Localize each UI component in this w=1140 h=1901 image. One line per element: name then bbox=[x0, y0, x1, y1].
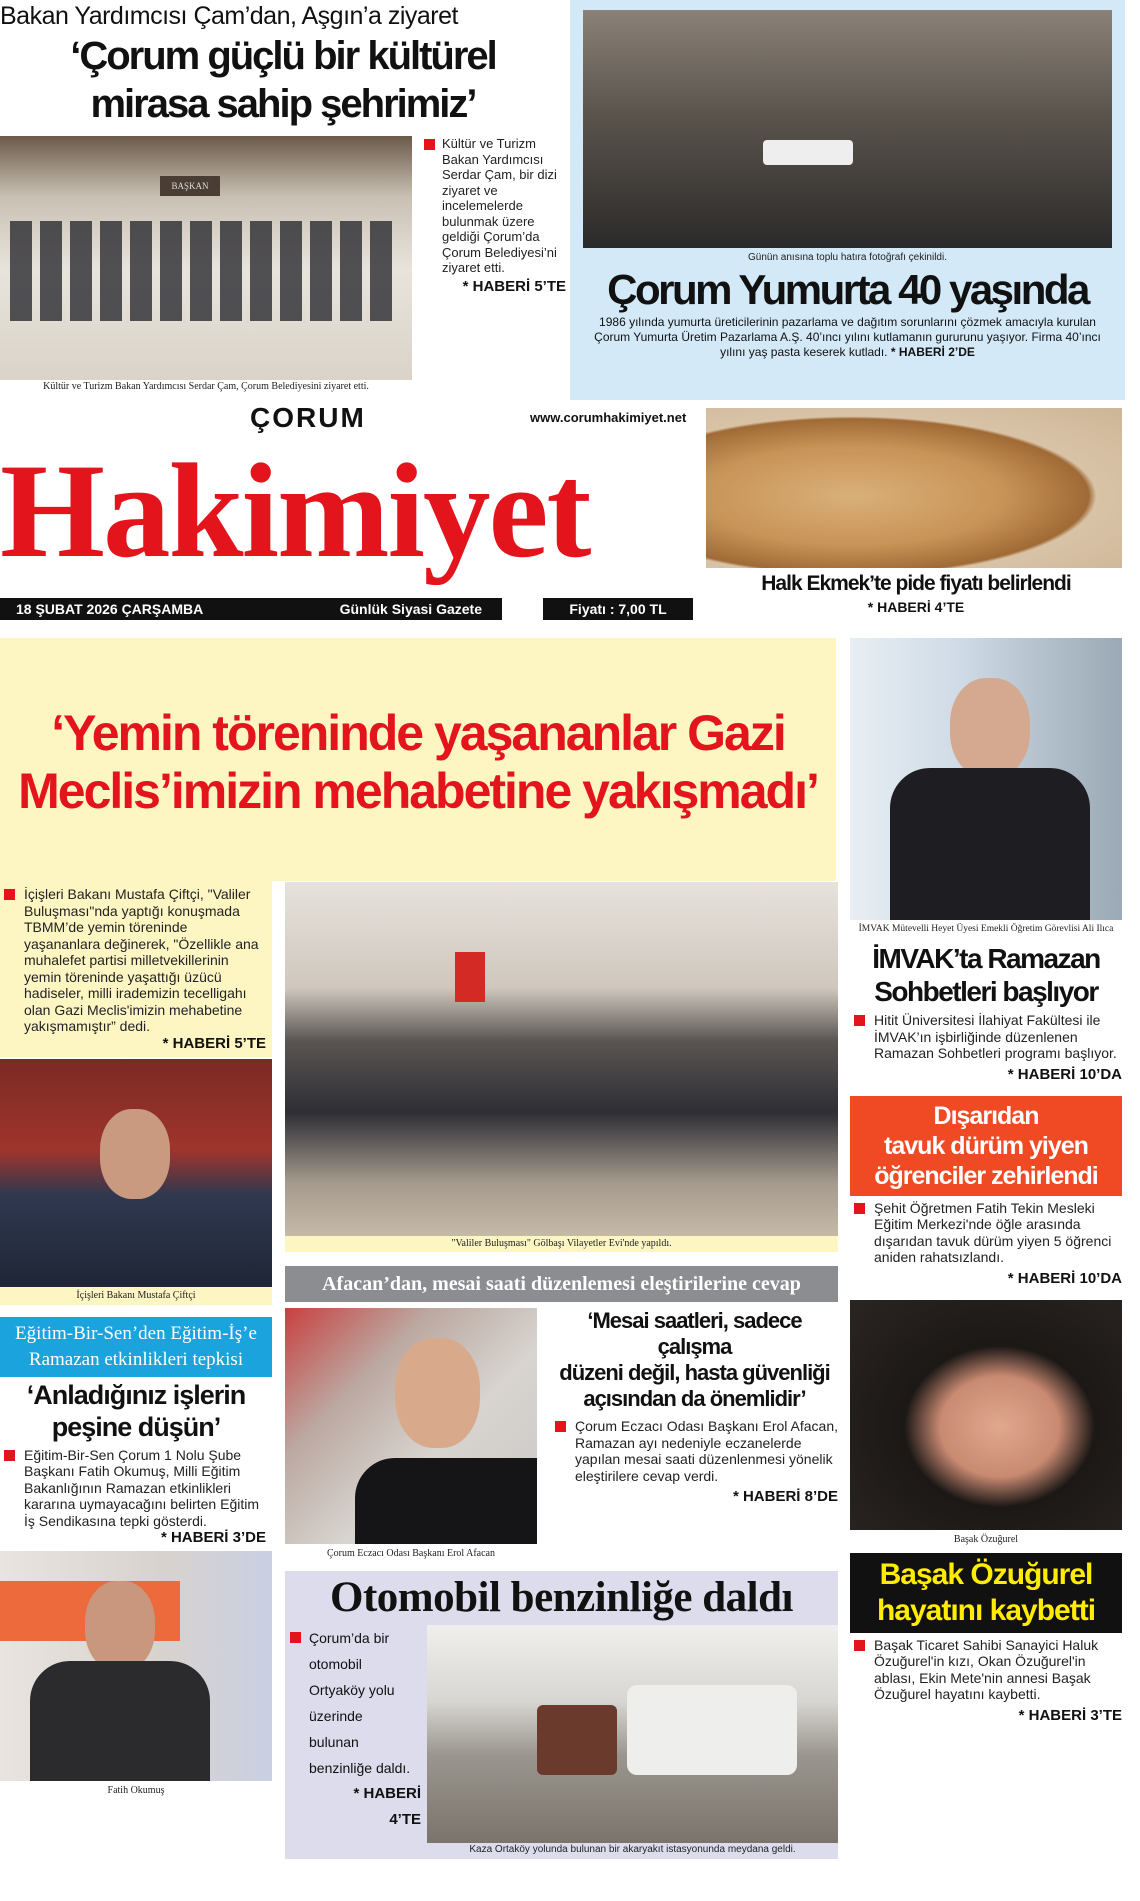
website-link[interactable]: www.corumhakimiyet.net bbox=[530, 410, 687, 425]
bullet-icon bbox=[4, 889, 15, 900]
cake bbox=[763, 140, 853, 165]
photo-caption: Kaza Ortaköy yolunda bulunan bir akaryakıt istasyonunda meydana geldi. bbox=[469, 1844, 796, 1855]
see-page-link[interactable]: * HABERİ 2’DE bbox=[890, 345, 975, 359]
sign: BAŞKAN bbox=[160, 176, 220, 196]
see-page-link[interactable]: * HABERİ 5’TE bbox=[462, 277, 566, 295]
ozugurel-headline-box: Başak Özuğurel hayatını kaybetti bbox=[850, 1553, 1122, 1633]
story-summary: 1986 yılında yumurta üreticilerinin pazarlama ve dağıtım sorunlarını çözmek amacıyla kurulan Çorum Yumurta Üretim Pazarlama A.Ş. 40’ıncı yılını kutlamanın gururunu yaşıyor. Firma 40’ıncı yılını yaş pasta keserek kutladı. * HABERİ 2’DE bbox=[594, 315, 1101, 359]
see-page-link[interactable]: * HABERİ 10’DA bbox=[1007, 1269, 1122, 1287]
story-summary: Eğitim-Bir-Sen Çorum 1 Nolu Şube Başkanı Fatih Okumuş, Milli Eğitim Bakanlığının Ramazan etkinlikleri kararına uymayacağını belirten Eğitim İş Sendikasına tepki gösterdi. bbox=[0, 1447, 272, 1530]
bread-story bbox=[706, 408, 1126, 616]
durum-headline-box: Dışarıdan tavuk dürüm yiyen öğrenciler zehirlendi bbox=[850, 1096, 1122, 1196]
afacan-kicker-bar: Afacan’dan, mesai saati düzenlemesi eleştirilerine cevap bbox=[285, 1266, 838, 1302]
flag bbox=[455, 952, 485, 1002]
headline: ‘Anladığınız işlerin peşine düşün’ bbox=[26, 1379, 246, 1442]
story-summary: İçişleri Bakanı Mustafa Çiftçi, "Valiler Buluşması"nda yaptığı konuşmada TBMM’de yemin töreninde yaşananlara değinerek, "Özellikle ana muhalefet partisi milletvekillerinin yemin töreninde yaşattığı üzücü hadiseler, milli irademizin tecelligahı olan Gazi Meclis'imizin mehabetine yakışmamıştır” dedi. bbox=[0, 886, 266, 1035]
accident-photo bbox=[427, 1625, 838, 1843]
face bbox=[100, 1109, 170, 1199]
story-summary: Başak Ticaret Sahibi Sanayici Haluk Özuğurel'in kızı, Okan Özuğurel'in ablası, Ekin Mete'nin annesi Başak Özuğurel hayatını kaybetti. bbox=[850, 1637, 1122, 1703]
basak-ozugurel-photo bbox=[850, 1300, 1122, 1530]
photo-caption: Fatih Okumuş bbox=[107, 1785, 165, 1796]
egitim-kicker-box: Eğitim-Bir-Sen’den Eğitim-İş’e Ramazan etkinlikleri tepkisi bbox=[0, 1317, 272, 1377]
headline: Halk Ekmek’te pide fiyatı belirlendi bbox=[761, 572, 1071, 595]
bullet-icon bbox=[4, 1450, 15, 1461]
story-summary: Şehit Öğretmen Fatih Tekin Mesleki Eğitim Merkezi'nde öğle arasında dışarıdan tavuk dürüm yiyen 5 öğrenci aniden rahatsızlandı. bbox=[850, 1200, 1122, 1266]
main-headline-box: ‘Yemin töreninde yaşananlar Gazi Meclis’imizin mehabetine yakışmadı’ bbox=[0, 638, 836, 881]
bullet-icon bbox=[555, 1421, 566, 1432]
fatih-okumus-photo bbox=[0, 1551, 272, 1781]
headline: ‘Mesai saatleri, sadece çalışma düzeni değil, hasta güvenliği açısından da önemlidir’ bbox=[559, 1308, 830, 1411]
people bbox=[10, 221, 400, 321]
bullet-icon bbox=[854, 1203, 865, 1214]
see-page-link[interactable]: * HABERİ 3’DE bbox=[160, 1529, 266, 1546]
see-page-link[interactable]: * HABERİ 5’TE bbox=[162, 1034, 266, 1052]
photo-caption: Günün anısına toplu hatıra fotoğrafı çekinildi. bbox=[747, 252, 947, 263]
price: Fiyatı : 7,00 TL bbox=[543, 598, 693, 620]
see-page-link[interactable]: * HABERİ 10’DA bbox=[1007, 1065, 1122, 1083]
photo-caption: Çorum Eczacı Odası Başkanı Erol Afacan bbox=[327, 1548, 495, 1559]
minister-portrait bbox=[0, 1059, 272, 1287]
headline: Otomobil benzinliğe daldı bbox=[330, 1574, 793, 1621]
photo-caption: İMVAK Mütevelli Heyet Üyesi Emekli Öğretim Görevlisi Ali Ilıca bbox=[858, 924, 1114, 934]
kicker: Bakan Yardımcısı Çam’dan, Aşgın’a ziyaret bbox=[0, 2, 458, 30]
photo-caption: İçişleri Bakanı Mustafa Çiftçi bbox=[0, 1287, 272, 1305]
story-summary: Çorum’da bir otomobil Ortyaköy yolu üzerinde bulunan benzinliğe daldı. * HABERİ 4’TE bbox=[285, 1625, 421, 1857]
see-page-link[interactable]: * HABERİ 8’DE bbox=[732, 1488, 838, 1505]
story-summary: Çorum Eczacı Odası Başkanı Erol Afacan, Ramazan ayı nedeniyle eczanelerde yapılan mesai saati düzenlenmesi yönelik eleştirilere cevap verdi. bbox=[551, 1418, 838, 1484]
photo-caption: Başak Özuğurel bbox=[953, 1533, 1019, 1545]
tagline: Günlük Siyasi Gazete bbox=[339, 601, 482, 617]
story-summary: Kültür ve Turizm Bakan Yardımcısı Serdar Çam, bir dizi ziyaret ve incelemelerde bulunmak üzere geldiği Çorum’da Çorum Belediyesi’ni ziyaret etti. bbox=[420, 136, 566, 276]
pide-photo bbox=[706, 408, 1122, 568]
right-column bbox=[850, 638, 1122, 1725]
photo-caption: Kültür ve Turizm Bakan Yardımcısı Serdar Çam, Çorum Belediyesini ziyaret etti. bbox=[43, 381, 369, 392]
left-column bbox=[0, 881, 272, 1798]
date-bar bbox=[0, 598, 502, 620]
bullet-icon bbox=[424, 139, 435, 150]
see-page-link[interactable]: * HABERİ bbox=[353, 1785, 421, 1802]
see-page-link[interactable]: * HABERİ 3’TE bbox=[1018, 1706, 1122, 1724]
ali-ilica-photo bbox=[850, 638, 1122, 920]
erol-afacan-photo bbox=[285, 1308, 537, 1544]
middle-column bbox=[285, 882, 838, 1859]
valiler-hall-photo bbox=[285, 882, 838, 1236]
issue-date: 18 ŞUBAT 2026 ÇARŞAMBA bbox=[16, 601, 204, 617]
main-story-box bbox=[0, 881, 272, 1057]
bullet-icon bbox=[854, 1640, 865, 1651]
headline: ‘Çorum güçlü bir kültürel mirasa sahip şehrimiz’ bbox=[70, 34, 496, 126]
logo-corum: ÇORUM bbox=[250, 402, 366, 433]
bullet-icon bbox=[854, 1015, 865, 1026]
photo-caption: "Valiler Buluşması" Gölbaşı Vilayetler Evi'nde yapıldı. bbox=[285, 1236, 838, 1252]
otomobil-box bbox=[285, 1571, 838, 1859]
top-left-story bbox=[0, 0, 566, 400]
logo-hakimiyet: Hakimiyet bbox=[0, 437, 590, 586]
team-photo bbox=[583, 10, 1112, 248]
bullet-icon bbox=[290, 1632, 301, 1643]
headline: Çorum Yumurta 40 yaşında bbox=[607, 266, 1088, 313]
story-summary: Hitit Üniversitesi İlahiyat Fakültesi ile İMVAK’ın işbirliğinde düzenlenen Ramazan Sohbetleri programı başlıyor. bbox=[850, 1012, 1122, 1062]
yumurta-box bbox=[570, 0, 1125, 400]
see-page-link[interactable]: * HABERİ 4’TE bbox=[867, 599, 965, 615]
group-photo bbox=[0, 136, 412, 380]
headline: İMVAK’ta Ramazan Sohbetleri başlıyor bbox=[872, 943, 1100, 1007]
